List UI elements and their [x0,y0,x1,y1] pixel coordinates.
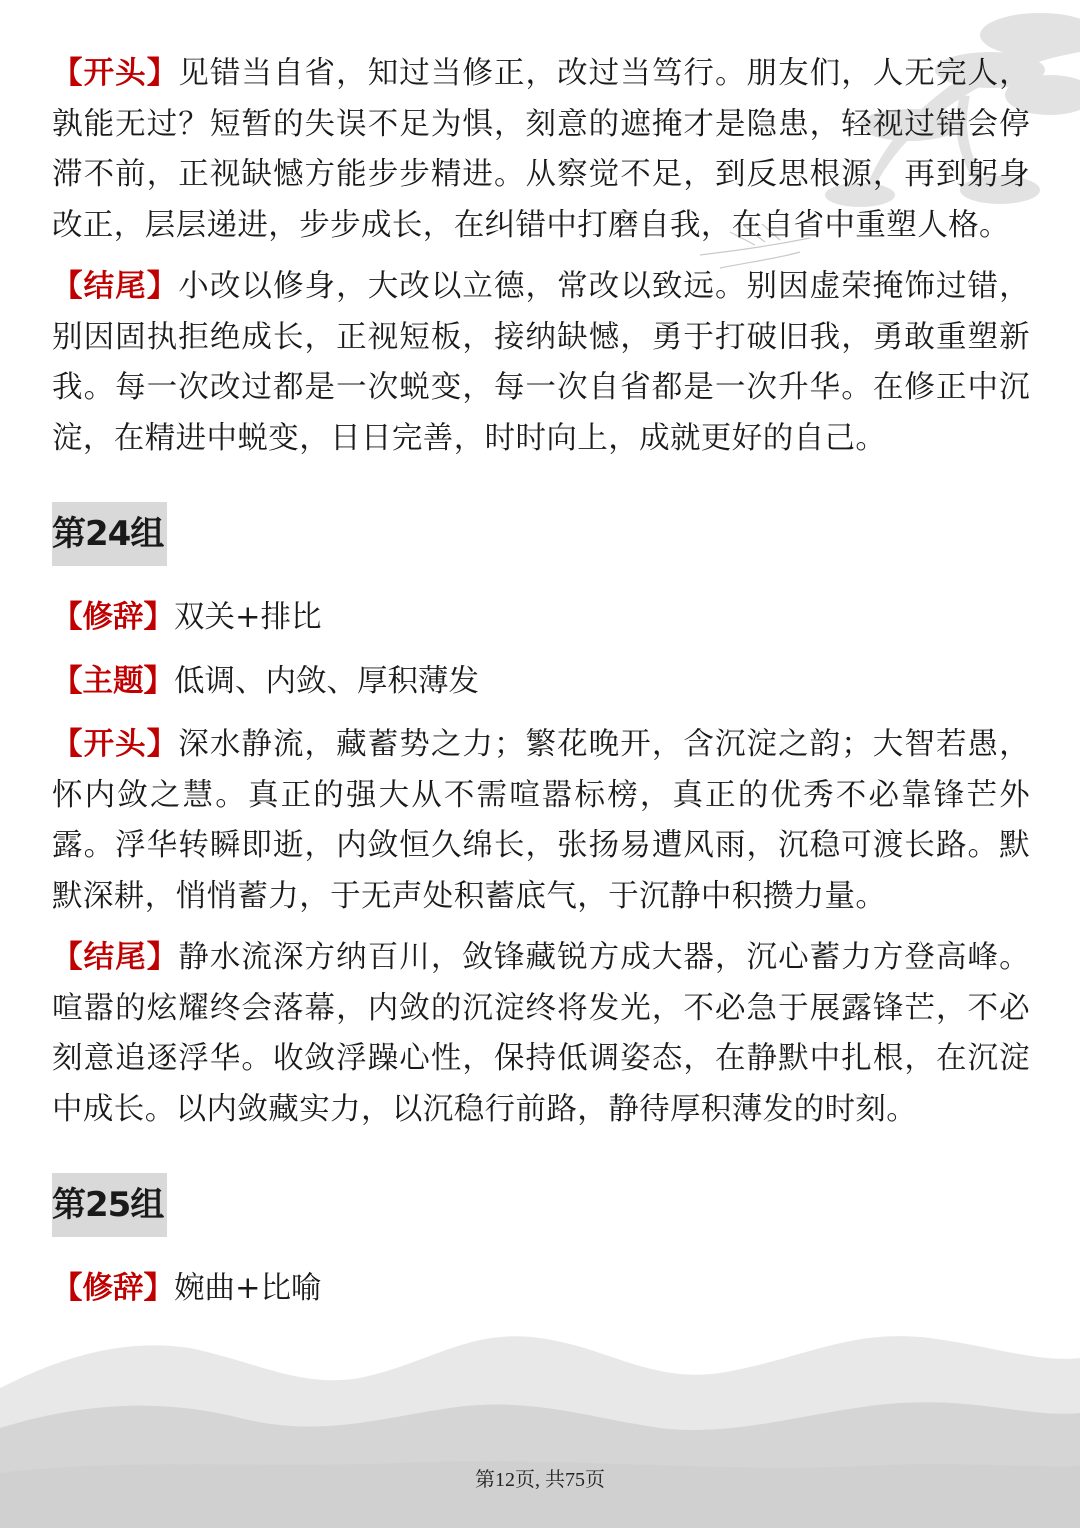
opening-text: 深水静流，藏蓄势之力；繁花晚开，含沉淀之韵；大智若愚，怀内敛之慧。真正的强大从不需喧嚣标榜，真正的优秀不必靠锋芒外露。浮华转瞬即逝，内敛恒久绵长，张扬易遭风雨，沉稳可渡长路。默默深耕，悄悄蓄力，于无声处积蓄底气，于沉静中积攒力量。 [52,727,1030,914]
group-25-rhetoric [52,1263,1030,1315]
theme-text: 低调、内敛、厚积薄发 [174,663,479,699]
theme-tag: 【主题】 [52,662,174,699]
rhetoric-tag: 【修辞】 [52,1270,174,1306]
page-content [52,48,1030,1327]
group-24-opening-paragraph [52,719,1030,922]
ending-text: 静水流深方纳百川，敛锋藏锐方成大器，沉心蓄力方登高峰。喧嚣的炫耀终会落幕，内敛的沉淀终将发光，不必急于展露锋芒，不必刻意追逐浮华。收敛浮躁心性，保持低调姿态，在静默中扎根，在沉淀中成长。以内敛藏实力，以沉稳行前路，静待厚积薄发的时刻。 [52,940,1030,1127]
opening-tag: 【开头】 [52,726,179,762]
opening-text: 见错当自省，知过当修正，改过当笃行。朋友们，人无完人，孰能无过？短暂的失误不足为惧，刻意的遮掩才是隐患，轻视过错会停滞不前，正视缺憾方能步步精进。从察觉不足，到反思根源，再到躬身改正，层层递进，步步成长，在纠错中打磨自我，在自省中重塑人格。 [52,56,1030,243]
ending-tag: 【结尾】 [52,939,179,975]
rhetoric-text: 婉曲+比喻 [174,1271,322,1306]
page-number-footer: 第12页, 共75页 [475,1469,605,1491]
ending-tag: 【结尾】 [52,268,179,304]
opening-tag: 【开头】 [52,55,179,91]
opening-paragraph [52,48,1030,251]
rhetoric-text: 双关+排比 [174,600,322,635]
group-24-heading: 第24组 [52,502,167,566]
group-25-heading: 第25组 [52,1173,167,1237]
rhetoric-tag: 【修辞】 [52,599,174,635]
group-24-ending-paragraph [52,932,1030,1135]
group-24-rhetoric [52,592,1030,644]
group-24-theme [52,656,1030,708]
ending-paragraph [52,261,1030,464]
ending-text: 小改以修身，大改以立德，常改以致远。别因虚荣掩饰过错，别因固执拒绝成长，正视短板，接纳缺憾，勇于打破旧我，勇敢重塑新我。每一次改过都是一次蜕变，每一次自省都是一次升华。在修正中沉淀，在精进中蜕变，日日完善，时时向上，成就更好的自己。 [52,269,1030,456]
